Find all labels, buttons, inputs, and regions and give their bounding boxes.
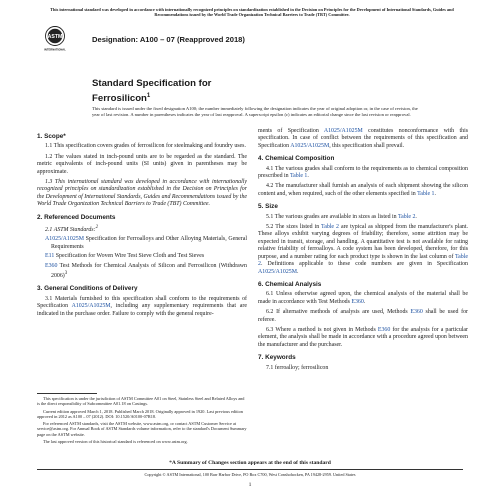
- link-e360-p6-3[interactable]: E360: [377, 326, 391, 333]
- paragraph-7-1: 7.1 ferroalloy; ferrosilicon: [266, 364, 329, 371]
- link-e360-p6-2[interactable]: E360: [410, 309, 423, 316]
- link-table-2-c[interactable]: Table 2: [258, 253, 468, 268]
- section-heading-general-conditions: 3. General Conditions of Delivery: [37, 285, 138, 293]
- link-a1025[interactable]: A1025/A1025M: [45, 236, 84, 243]
- paragraph-6-3-start: 6.3 Where a method is not given in Methods: [266, 326, 378, 333]
- paragraph-3-1-continued: [258, 128, 468, 150]
- paragraph-4-1: [258, 166, 468, 181]
- paragraph-5-1-end: .: [415, 213, 417, 220]
- reference-a1025: [37, 236, 247, 251]
- summary-of-changes-note: *A Summary of Changes section appears at the end of this standard: [169, 460, 331, 466]
- left-column: [37, 128, 247, 321]
- title-footnote-mark: 1: [146, 93, 151, 99]
- reference-e360-withdrawn: (Withdrawn 2006): [51, 262, 247, 280]
- paragraph-3-cont-c: , this specification shall prevail.: [329, 142, 405, 149]
- link-table-2-b[interactable]: Table 2: [321, 224, 339, 231]
- section-heading-chemical-analysis: 6. Chemical Analysis: [258, 280, 322, 288]
- link-a1025-p5[interactable]: A1025/A1025M: [258, 268, 297, 275]
- paragraph-5-2-d: .: [296, 268, 299, 275]
- paragraph-3-1-end: , including any supplementary requirements that are indicated in the purchase order. Failure to comply with the general require-: [37, 303, 247, 317]
- paragraph-6-1-start: 6.1 Unless otherwise agreed upon, the chemical analysis of the material shall be made in accordance with Test Methods: [258, 291, 468, 305]
- reference-e11: [37, 253, 247, 260]
- section-heading-chemical-composition: 4. Chemical Composition: [258, 155, 335, 163]
- right-column: [258, 128, 468, 375]
- paragraph-6-1-end: .: [363, 298, 366, 305]
- paragraph-5-1-start: 5.1 The various grades are available in sizes as listed in: [266, 213, 398, 220]
- paragraph-3-1-start: 3.1 Materials furnished to this specification shall conform to the requirements of Specification: [37, 295, 247, 310]
- paragraph-1-3: 1.3 This international standard was developed in accordance with internationally recognized principles on standardization established in the Decision on Principles for the Development of International Standards, Guides and Recommendations issued by the World Trade Organization Technical Barriers to Trade (TBT) Committee.: [37, 179, 248, 208]
- paragraph-6-3-end: for the analysis for a particular element, the analysis shall be made in accordance with a procedure agreed upon between the manufacturer and the purchaser.: [258, 326, 468, 348]
- astm-standards-label: 2.1 ASTM Standards:: [45, 227, 96, 234]
- issue-note: This standard is issued under the fixed designation A100; the number immediately following the designation indicates the year of original adoption or, in the case of revision, the year of last revision. A number in parentheses indicates the year of last reapproval. A superscript epsilon (ε) indicates an editorial change since the last revision or reapproval.: [92, 106, 418, 117]
- footnote-1-edition: Current edition approved March 1, 2018. Published March 2018. Originally approved in 1920. Last previous edition approved in 2012 as A100 – 07 (2012). DOI: 10.1520/A0100-07R18.: [37, 408, 243, 419]
- reference-e360-title: Test Methods for Chemical Analysis of Silicon and Ferrosilicon: [57, 262, 217, 269]
- title-line-1: Standard Specification for: [92, 78, 212, 89]
- logo-text: ASTM: [47, 34, 63, 40]
- paragraph-4-2: [258, 183, 468, 198]
- paragraph-5-2-b: are typical as shipped from the manufacturer's plant. These alloys exhibit varying degrees of friability; therefore, some attrition may be expected in transit, storage, and handling. A quantitative test is not available for rating relative friability of ferroalloys. A code system has been developed, therefore, for this purpose, and a number rating for each product type is shown in the last column of: [258, 224, 468, 260]
- reference-e11-title: Specification for Woven Wire Test Sieve Cloth and Test Sieves: [54, 253, 205, 260]
- link-e11[interactable]: E11: [45, 253, 55, 260]
- designation: Designation: A100 – 07 (Reapproved 2018): [92, 35, 245, 44]
- link-a1025-p3[interactable]: A1025/A1025M: [71, 303, 111, 310]
- footnote-1: This specification is under the jurisdiction of ASTM Committee A01 on Steel, Stainless Steel and Related Alloys and is the direct responsibility of Subcommittee A01.18 on Castings.: [37, 396, 245, 407]
- paragraph-6-2-start: 6.2 If alternative methods of analysis are used, Methods: [266, 309, 411, 316]
- paragraph-4-2-start: 4.2 The manufacturer shall furnish an analysis of each shipment showing the silicon content and, when required, such of the other elements specified in: [258, 183, 468, 197]
- paragraph-5-2: [258, 224, 468, 276]
- paragraph-4-1-end: .: [307, 173, 309, 180]
- link-a1025-cont[interactable]: A1025/A1025M: [323, 128, 363, 134]
- link-e360[interactable]: E360: [45, 262, 58, 269]
- paragraph-2-1: [37, 224, 247, 234]
- reference-a1025-title: Specification for Ferroalloys and Other Alloying Materials, General Requirements: [51, 236, 247, 250]
- footnote-3: The last approved version of this historical standard is referenced on www.astm.org.: [43, 439, 188, 445]
- page-number: 1: [248, 482, 252, 488]
- paragraph-5-1: [258, 214, 468, 221]
- logo-subtext: INTERNATIONAL: [44, 48, 66, 52]
- link-table-1-b[interactable]: Table 1: [417, 190, 435, 197]
- paragraph-4-2-end: .: [434, 190, 436, 197]
- copyright-line: Copyright © ASTM International, 100 Barr Harbor Drive, PO Box C700, West Conshohocken, PA 19428-2959. United States: [144, 472, 356, 477]
- title-text: Ferrosilicon: [92, 93, 147, 105]
- paragraph-1-1: 1.1 This specification covers grades of ferrosilicon for steelmaking and foundry uses.: [45, 143, 246, 150]
- section-heading-size: 5. Size: [258, 203, 278, 211]
- paragraph-6-3: [258, 327, 468, 349]
- footer-divider: [37, 469, 463, 470]
- link-a1025-cont-2[interactable]: A1025/A1025M: [290, 142, 330, 149]
- section-heading-scope: 1. Scope*: [37, 133, 66, 140]
- paragraph-6-1: [258, 291, 468, 306]
- paragraph-1-2: 1.2 The values stated in inch-pound units are to be regarded as the standard. The metric equivalents of inch-pound units (SI units) given in parentheses may be approximate.: [37, 153, 247, 175]
- paragraph-6-2: [258, 309, 468, 324]
- footnotes: [37, 396, 247, 446]
- page-title: [92, 78, 422, 105]
- paragraph-3-cont-a: ments of Specification: [258, 128, 324, 134]
- footnote-mark-2: 2: [95, 225, 99, 231]
- reference-e360: [37, 263, 247, 281]
- section-heading-keywords: 7. Keywords: [258, 354, 296, 362]
- paragraph-5-2-a: 5.2 The sizes listed in: [266, 224, 322, 231]
- astm-logo: [44, 26, 66, 52]
- footnote-divider: [37, 393, 97, 394]
- paragraph-3-cont-b: constitutes nonconformance with this specification. In case of conflict between the requirements of this specification and Specification: [258, 128, 468, 149]
- link-table-2[interactable]: Table 2: [397, 213, 416, 220]
- link-e360-p6-1[interactable]: E360: [351, 298, 364, 305]
- international-standard-notice: This international standard was developed in accordance with internationally recognized principles on standardization established in the Decision on Principles for the Development of International Standards, Guides and Recommendations issued by the World Trade Organization Technical Barriers to Trade (TBT) Committee.: [50, 7, 454, 18]
- title-line-2: [92, 90, 422, 105]
- section-heading-referenced-documents: 2. Referenced Documents: [37, 213, 116, 221]
- paragraph-4-1-start: 4.1 The various grades shall conform to the requirements as to chemical composition prescribed in: [258, 165, 468, 180]
- paragraph-5-2-c: . Definitions applicable to these code numbers are given in Specification: [260, 261, 468, 268]
- link-table-1[interactable]: Table 1: [289, 173, 308, 180]
- paragraph-3-1: [37, 296, 247, 318]
- footnote-2: For referenced ASTM standards, visit the ASTM website, www.astm.org, or contact ASTM Customer Service at service@astm.org. For Annual Book of ASTM Standards volume information, refer to the standard's Document Summary page on the ASTM website.: [37, 421, 247, 437]
- footnote-mark-3: 3: [64, 271, 68, 277]
- paragraph-6-2-end: shall be used for referee.: [258, 309, 468, 323]
